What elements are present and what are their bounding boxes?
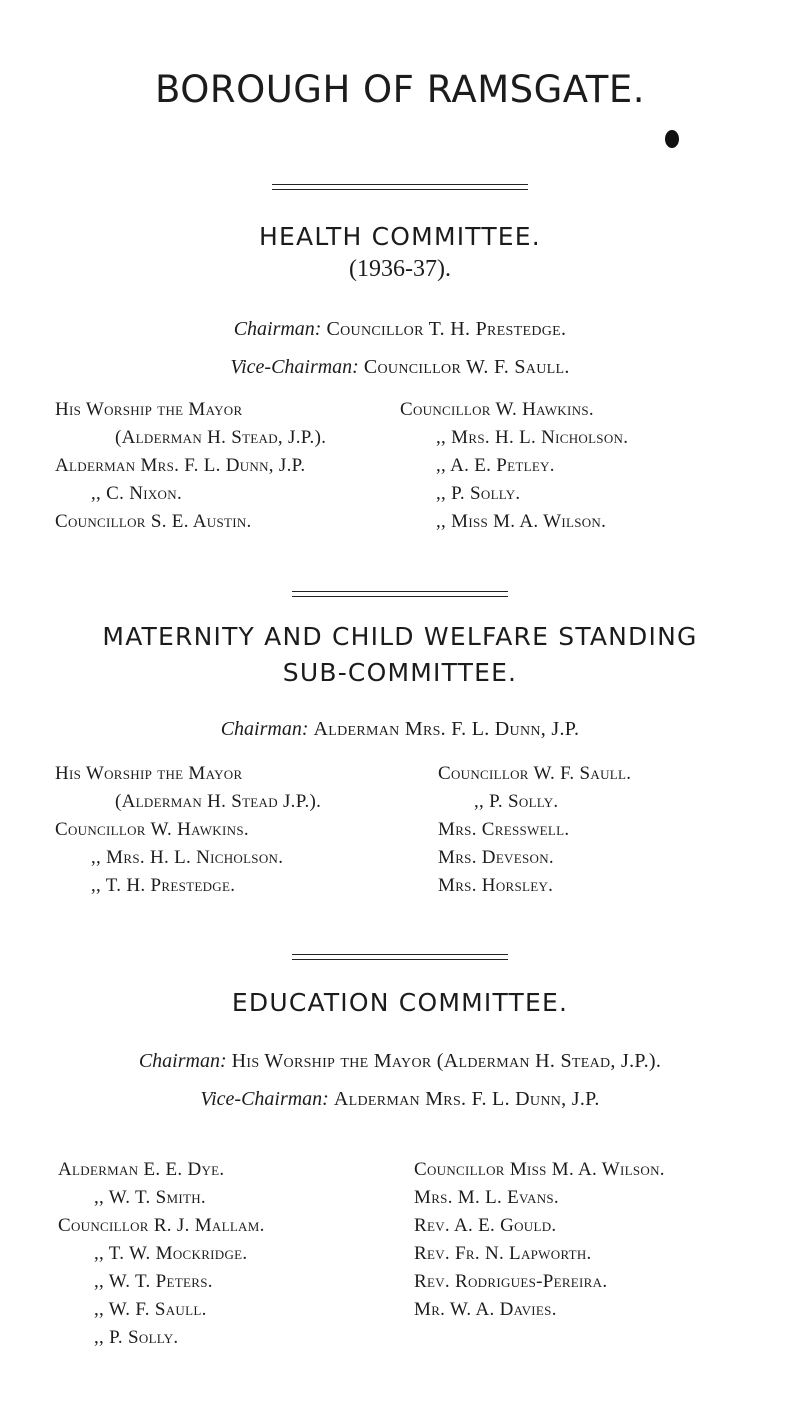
maternity-chairman: [0, 718, 800, 741]
divider: [272, 189, 528, 190]
maternity-heading-line2: SUB-COMMITTEE.: [282, 658, 518, 687]
member: ,, T. H. Prestedge.: [91, 875, 236, 896]
divider: [272, 184, 528, 185]
member: Mr. W. A. Davies.: [414, 1299, 557, 1320]
member: His Worship the Mayor: [55, 399, 243, 420]
member: Alderman Mrs. F. L. Dunn, J.P.: [55, 455, 306, 476]
member: ,, A. E. Petley.: [436, 455, 555, 476]
member: ,, W. T. Smith.: [94, 1187, 206, 1208]
role-label: Vice-Chairman:: [230, 356, 359, 378]
member: Councillor W. Hawkins.: [400, 399, 594, 420]
member: ,, Mrs. H. L. Nicholson.: [436, 427, 629, 448]
health-vice-chairman: [0, 356, 800, 379]
member: Mrs. Deveson.: [438, 847, 554, 868]
member: ,, Miss M. A. Wilson.: [436, 511, 607, 532]
health-years: (1936-37).: [349, 256, 451, 282]
member: Mrs. Cresswell.: [438, 819, 570, 840]
member: ,, W. F. Saull.: [94, 1299, 207, 1320]
member: Rev. A. E. Gould.: [414, 1215, 557, 1236]
member: ,, T. W. Mockridge.: [94, 1243, 248, 1264]
ink-blot: [665, 130, 679, 148]
member: (Alderman H. Stead, J.P.).: [115, 427, 327, 448]
member: Mrs. M. L. Evans.: [414, 1187, 559, 1208]
role-label: Chairman:: [233, 318, 322, 340]
divider: [292, 596, 508, 597]
divider: [292, 591, 508, 592]
member: Rev. Rodrigues-Pereira.: [414, 1271, 608, 1292]
role-label: Chairman:: [220, 718, 309, 740]
education-chairman: [0, 1050, 800, 1073]
member: ,, W. T. Peters.: [94, 1271, 213, 1292]
maternity-members-left: [55, 760, 321, 900]
member: Councillor S. E. Austin.: [55, 511, 252, 532]
health-chairman: [0, 318, 800, 341]
education-members-right: [414, 1156, 665, 1324]
member: ,, C. Nixon.: [91, 483, 182, 504]
member: Councillor R. J. Mallam.: [58, 1215, 265, 1236]
maternity-heading-line1: MATERNITY AND CHILD WELFARE STANDING: [102, 622, 698, 651]
chairman-name: Councillor T. H. Prestedge.: [326, 318, 567, 340]
role-label: Vice-Chairman:: [200, 1088, 329, 1110]
education-vice-chairman: [0, 1088, 800, 1111]
member: Mrs. Horsley.: [438, 875, 554, 896]
member: (Alderman H. Stead J.P.).: [115, 791, 322, 812]
health-members-left: [55, 396, 326, 536]
member: ,, P. Solly.: [94, 1327, 179, 1348]
member: ,, P. Solly.: [474, 791, 559, 812]
health-members-right: [400, 396, 628, 536]
member: Councillor Miss M. A. Wilson.: [414, 1159, 665, 1180]
health-heading: HEALTH COMMITTEE.: [259, 222, 541, 251]
vice-chairman-name: Alderman Mrs. F. L. Dunn, J.P.: [333, 1088, 600, 1110]
member: Rev. Fr. N. Lapworth.: [414, 1243, 592, 1264]
divider: [292, 959, 508, 960]
member: Councillor W. F. Saull.: [438, 763, 632, 784]
member: ,, P. Solly.: [436, 483, 521, 504]
education-members-left: [58, 1156, 265, 1352]
member: ,, Mrs. H. L. Nicholson.: [91, 847, 284, 868]
chairman-name: Alderman Mrs. F. L. Dunn, J.P.: [313, 718, 580, 740]
member: Alderman E. E. Dye.: [58, 1159, 225, 1180]
role-label: Chairman:: [138, 1050, 227, 1072]
member: His Worship the Mayor: [55, 763, 243, 784]
page-title: BOROUGH OF RAMSGATE.: [155, 68, 645, 111]
maternity-members-right: [438, 760, 631, 900]
vice-chairman-name: Councillor W. F. Saull.: [363, 356, 570, 378]
divider: [292, 954, 508, 955]
member: Councillor W. Hawkins.: [55, 819, 249, 840]
chairman-name: His Worship the Mayor (Alderman H. Stead, J.P.).: [231, 1050, 662, 1072]
education-heading: EDUCATION COMMITTEE.: [231, 988, 569, 1017]
